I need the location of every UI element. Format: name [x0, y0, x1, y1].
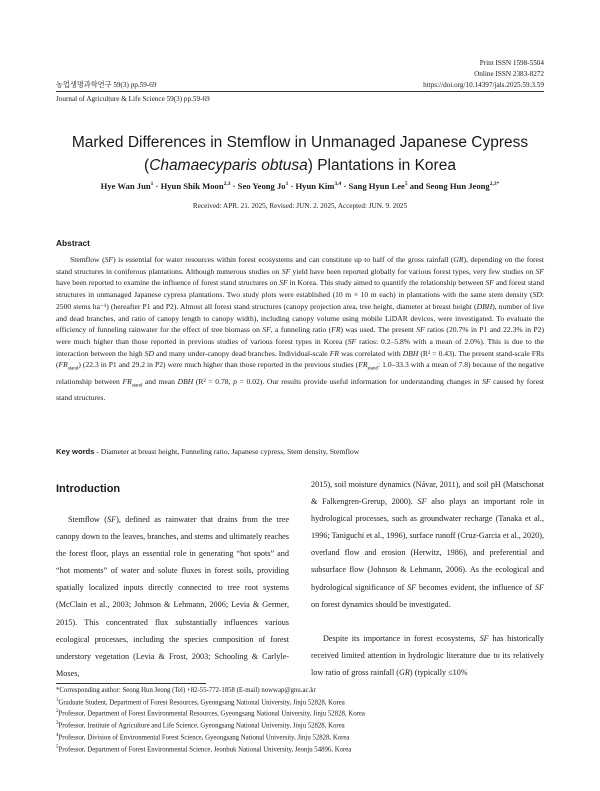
author-affiliation-mark: 2,3* — [489, 181, 500, 188]
author-affiliation-mark: 1 — [150, 181, 154, 188]
paper-title — [0, 131, 600, 177]
footnote: $^3$Professor, Institute of Agriculture and Life Science, Gyeongsang National University, Jinju 52828, Korea — [56, 721, 345, 730]
footnotes — [56, 686, 544, 755]
species-name: Chamaecyparis obtusa — [149, 157, 308, 174]
journal-korean: 농업생명과학연구 59(3) pp.59-69 — [56, 81, 157, 89]
author-separator: · — [341, 181, 349, 191]
keywords: Key words - Diameter at breast height, Funneling ratio, Japanese cypress, Stem density, Stemflow — [56, 447, 360, 456]
keywords-label: Key words — [56, 447, 95, 456]
author-affiliation-mark: 2,3 — [223, 181, 231, 188]
title-line-2: (Chamaecyparis obtusa) Plantations in Korea — [144, 157, 456, 174]
author-list — [0, 181, 600, 191]
abstract-heading: Abstract — [56, 238, 90, 248]
author-name: Sang Hyun Lee$^5$ — [348, 181, 408, 191]
footnote: $^1$Graduate Student, Department of Forest Resources, Gyeongsang National University, Jinju 52828, Korea — [56, 697, 345, 706]
author-separator: · — [153, 181, 161, 191]
keywords-list: Diameter at breast height, Funneling ratio, Japanese cypress, Stem density, Stemflow — [100, 447, 360, 456]
footnote-divider — [56, 683, 206, 684]
author-and: and — [407, 181, 426, 191]
abstract-text: Stemflow (SF) is essential for water resources within forest ecosystems and can constitute up to half of the gross rainfall (GR), depending on the forest stand structures in coniferous plantations. Although numerous studies on SF yield have been reported globally for various forest types, very few studies on SF have been reported to examine the influence of forest stand structures on SF in Korea. This study aimed to quantify the relationship between SF and forest stand structures in unmanaged Japanese cypress plantations. Two study plots were established (10 m × 10 m each) in plantations with the same stem density (SD: 2500 stems ha⁻¹) (hereafter P1 and P2). Almost all forest stand structures (canopy projection area, tree height, diameter at breast height (DBH), number of live and dead branches, and ratio of canopy length to canopy width), including canopy volume using mobile LiDAR devices, were investigated. To evaluate the efficiency of funneling rainwater for the effect of tree biomass on SF, a funneling ratio (FR) was used. The present SF ratios (20.7% in P1 and 22.3% in P2) were much higher than those reported in previous studies of various forest types in Korea (SF ratios: 0.2–5.8% with a mean of 2.0%). This is due to the interaction between the high SD and many under-canopy dead branches. Individual-scale FR was correlated with DBH (R² = 0.43). The present stand-scale FRs $(FR_{stand})$ (22.3 in P1 and 29.2 in P2) were much higher than those reported in the previous studies ($FR_{stand}$: 1.0–33.3 with a mean of 7.8) because of the negative relationship between $FR_{stand}$ and mean DBH (R² = 0.78, p = 0.02). Our results provide useful information for understanding changes in SF caused by forest stand structures. — [56, 255, 545, 402]
intro-right-column-p1: 2015), soil moisture dynamics (Návar, 2011), and soil pH (Matschonat & Falkengren-Grerup, 2000). SF also plays an important role in hydrological processes, such as groundwater recharge (Tanaka et al., 1996; Taniguchi et al., 1996), surface runoff (Cruz-Garcia et al., 2020), overland flow and erosion (Herwitz, 1986), and preferential and subsurface flow (Johnson & Lehmann, 2006). As the ecological and hydrological significance of SF becomes evident, the influence of SF on forest dynamics should be investigated. — [311, 480, 545, 609]
intro-right-column-p2: Despite its importance in forest ecosystems, SF has historically received limited attention in hydrologic literature due to its relatively low ratio of gross rainfall (GR) (typically ≤10% — [311, 634, 544, 678]
footnote: $^5$Professor, Department of Forest Environmental Science, Jeonbuk National University, Jeonju 54896, Korea — [56, 745, 352, 754]
author-name: Seong Hun Jeong$^{2,3*}$ — [425, 181, 500, 191]
title-line-1: Marked Differences in Stemflow in Unmanaged Japanese Cypress — [71, 134, 529, 151]
received-dates: Received: APR. 21. 2025, Revised: JUN. 2. 2025, Accepted: JUN. 9. 2025 — [192, 202, 408, 210]
doi-link[interactable]: https://doi.org/10.14397/jals.2025.59.3.59 — [423, 81, 544, 89]
journal-english: Journal of Agriculture & Life Science 59(3) pp.59-69 — [56, 95, 210, 103]
print-issn: Print ISSN 1598-5504 — [479, 59, 544, 67]
introduction-heading: Introduction — [56, 483, 121, 495]
author-separator: · — [288, 181, 296, 191]
intro-left-column: Stemflow (SF), defined as rainwater that drains from the tree canopy down to the leaves, branches, and stems and ultimately reaches the forest floor, plays an essential role in generating “hot spots” and “hot moments” of water and solute fluxes in forest soils, providing spatially localized inputs directly connected to tree root systems (McClain et al., 2003; Johnson & Lehmann, 2006; Levia & Germer, 2015). This concentrated flux substantially influences various ecological processes, including the species composition of forest understory vegetation (Levia & Frost, 2003; Schooling & Carlyle-Moses, — [56, 515, 289, 678]
author-name: Hye Wan Jun$^1$ — [100, 181, 154, 191]
online-issn: Online ISSN 2383-8272 — [474, 70, 544, 78]
author-name: Seo Yeong Jo$^1$ — [237, 181, 289, 191]
header-divider — [56, 91, 544, 92]
author-affiliation-mark: 5 — [404, 181, 408, 188]
author-affiliation-mark: 3,4 — [334, 181, 342, 188]
footnote: $^4$Professor, Division of Environmental Forest Science, Gyeongsang National University, Jinju 52828, Korea — [56, 733, 350, 742]
author-name: Hyun Kim$^{3,4}$ — [295, 181, 342, 191]
footnote: *Corresponding author: Seong Hun Jeong (Tel) +82-55-772-1858 (E-mail) nowwap@gnu.ac.kr — [56, 687, 316, 694]
author-separator: · — [230, 181, 238, 191]
author-affiliation-mark: 1 — [285, 181, 289, 188]
footnote: $^2$Professor, Department of Forest Environmental Resources, Gyeongsang National University, Jinju 52828, Korea — [56, 709, 365, 718]
author-name: Hyun Shik Moon$^{2,3}$ — [160, 181, 231, 191]
